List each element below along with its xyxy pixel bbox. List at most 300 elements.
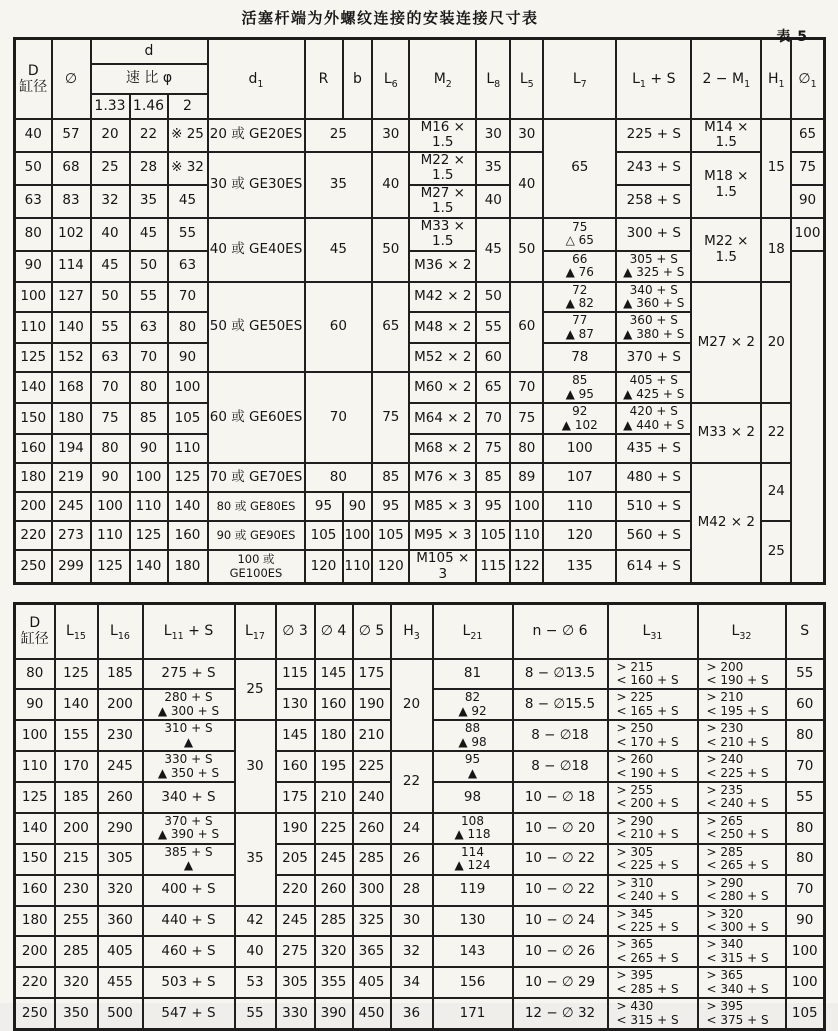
data-cell: 42 — [235, 906, 276, 937]
data-cell: 35 — [130, 185, 168, 218]
data-cell: 90 — [791, 185, 824, 218]
data-cell: 135 — [543, 550, 616, 584]
data-cell: 70 — [510, 372, 543, 403]
data-cell: 215 — [55, 844, 98, 875]
data-cell: 305 + S ▲ 325 + S — [616, 251, 691, 282]
data-cell: 240 — [353, 782, 391, 813]
data-cell: 285 — [55, 936, 98, 967]
data-cell: 220 — [15, 521, 52, 550]
data-cell: 18 — [761, 218, 791, 282]
data-cell: 195 — [315, 751, 353, 782]
data-cell: 30 — [235, 720, 276, 813]
data-cell: 40 — [91, 218, 130, 251]
data-cell: 405 — [98, 936, 143, 967]
data-cell: 90 — [168, 343, 208, 372]
data-cell: M33 × 1.5 — [409, 218, 476, 251]
header-cell: $L_{15}$ — [55, 604, 98, 659]
data-cell: 275 + S — [143, 659, 235, 690]
data-cell: 190 — [353, 689, 391, 720]
data-cell: 15 — [761, 119, 791, 218]
data-cell: 310 + S ▲ — [143, 720, 235, 751]
data-cell: 260 — [315, 875, 353, 906]
header-cell: D 缸径 — [15, 39, 52, 119]
data-cell: 180 — [315, 720, 353, 751]
data-cell: M48 × 2 — [409, 312, 476, 343]
data-cell: 220 — [276, 875, 315, 906]
data-cell: 450 — [353, 998, 391, 1029]
data-cell: 125 — [91, 550, 130, 584]
data-cell: 125 — [15, 343, 52, 372]
data-cell: 405 + S ▲ 425 + S — [616, 372, 691, 403]
data-cell: 10 − ∅ 22 — [513, 875, 608, 906]
data-cell: 60 — [305, 282, 373, 373]
data-cell: 32 — [91, 185, 130, 218]
data-cell: 22 — [391, 751, 433, 813]
data-cell: > 240 < 225 + S — [698, 751, 786, 782]
data-cell: 55 — [786, 782, 825, 813]
data-cell: 50 或 GE50ES — [208, 282, 305, 373]
data-cell: 280 + S ▲ 300 + S — [143, 689, 235, 720]
data-cell: 85 — [372, 463, 409, 492]
data-cell: 75 — [91, 403, 130, 434]
table-row — [15, 119, 825, 152]
data-cell: 170 — [55, 751, 98, 782]
data-cell: 510 + S — [616, 492, 691, 521]
header-cell: $L_1 + S$ — [616, 39, 691, 119]
data-cell: 25 — [235, 659, 276, 721]
data-cell: 80 — [786, 720, 825, 751]
header-cell: ∅ 5 — [353, 604, 391, 659]
data-cell: 180 — [168, 550, 208, 584]
data-cell: 22 — [761, 403, 791, 463]
data-cell: 460 + S — [143, 936, 235, 967]
data-cell: 80 — [15, 659, 55, 690]
data-cell: 45 — [476, 218, 510, 282]
data-cell: 243 + S — [616, 152, 691, 185]
data-cell: > 365 < 265 + S — [608, 936, 698, 967]
data-cell: 285 — [315, 906, 353, 937]
data-cell: 340 + S — [143, 782, 235, 813]
data-cell: 90 — [343, 492, 373, 521]
data-cell: 100 — [130, 463, 168, 492]
data-cell: ※ 32 — [168, 152, 208, 185]
data-cell: 90 — [15, 251, 52, 282]
data-cell: 115 — [476, 550, 510, 584]
data-cell: 127 — [52, 282, 91, 313]
data-cell: 260 — [98, 782, 143, 813]
data-cell: 89 — [510, 463, 543, 492]
data-cell: 370 + S ▲ 390 + S — [143, 813, 235, 844]
data-cell: > 340 < 315 + S — [698, 936, 786, 967]
header-cell: $L_7$ — [543, 39, 616, 119]
data-cell: 100 或 GE100ES — [208, 550, 305, 584]
data-cell: 85 — [476, 463, 510, 492]
data-cell: 320 — [55, 967, 98, 998]
data-cell: 75 — [476, 434, 510, 463]
data-cell: 100 — [543, 434, 616, 463]
data-cell: > 290 < 280 + S — [698, 875, 786, 906]
data-cell: > 215 < 160 + S — [608, 659, 698, 690]
data-cell: 385 + S ▲ — [143, 844, 235, 875]
data-cell: 560 + S — [616, 521, 691, 550]
data-cell: 614 + S — [616, 550, 691, 584]
data-cell: 80 — [305, 463, 373, 492]
data-cell: 95 — [476, 492, 510, 521]
data-cell: 36 — [391, 998, 433, 1029]
data-cell: > 285 < 265 + S — [698, 844, 786, 875]
data-cell: 45 — [91, 251, 130, 282]
data-cell: M105 × 3 — [409, 550, 476, 584]
data-cell: 125 — [15, 782, 55, 813]
data-cell: 25 — [91, 152, 130, 185]
data-cell: 290 — [98, 813, 143, 844]
data-cell: 95 — [372, 492, 409, 521]
data-cell — [791, 251, 824, 584]
lower-dimension-table — [13, 602, 826, 1031]
table-row — [15, 813, 825, 844]
data-cell: 8 − ∅15.5 — [513, 689, 608, 720]
data-cell: 110 — [130, 492, 168, 521]
data-cell: 70 — [130, 343, 168, 372]
data-cell: 20 — [761, 282, 791, 404]
data-cell: 125 — [55, 659, 98, 690]
data-cell: M95 × 3 — [409, 521, 476, 550]
data-cell: 65 — [791, 119, 824, 152]
data-cell: > 235 < 240 + S — [698, 782, 786, 813]
data-cell: M22 × 1.5 — [691, 218, 761, 282]
data-cell: 50 — [130, 251, 168, 282]
data-cell: 45 — [130, 218, 168, 251]
data-cell: 25 — [305, 119, 373, 152]
data-cell: 40 — [372, 152, 409, 218]
data-cell: 390 — [315, 998, 353, 1029]
data-cell: 57 — [52, 119, 91, 152]
data-cell: 80 — [786, 813, 825, 844]
data-cell: 150 — [15, 844, 55, 875]
data-cell: 420 + S ▲ 440 + S — [616, 403, 691, 434]
data-cell: 80 — [15, 218, 52, 251]
data-cell: 194 — [52, 434, 91, 463]
data-cell: 225 — [353, 751, 391, 782]
data-cell: 82 ▲ 92 — [433, 689, 513, 720]
header-cell: $L_{16}$ — [98, 604, 143, 659]
data-cell: > 395 < 285 + S — [608, 967, 698, 998]
data-cell: 95 — [305, 492, 343, 521]
data-cell: M76 × 3 — [409, 463, 476, 492]
data-cell: 300 — [353, 875, 391, 906]
data-cell: 440 + S — [143, 906, 235, 937]
header-cell: $L_8$ — [476, 39, 510, 119]
data-cell: 190 — [276, 813, 315, 844]
data-cell: M36 × 2 — [409, 251, 476, 282]
table-row — [15, 152, 825, 185]
data-cell: 320 — [315, 936, 353, 967]
data-cell: > 260 < 190 + S — [608, 751, 698, 782]
data-cell: 435 + S — [616, 434, 691, 463]
data-cell: 60 — [786, 689, 825, 720]
data-cell: 35 — [305, 152, 373, 218]
data-cell: 110 — [168, 434, 208, 463]
data-cell: 145 — [315, 659, 353, 690]
data-cell: 320 — [98, 875, 143, 906]
data-cell: 45 — [168, 185, 208, 218]
data-cell: 40 — [15, 119, 52, 152]
data-cell: 10 − ∅ 20 — [513, 813, 608, 844]
data-cell: 83 — [52, 185, 91, 218]
data-cell: 85 ▲ 95 — [543, 372, 616, 403]
table-number-label: 表 5 — [776, 29, 808, 45]
data-cell: 125 — [168, 463, 208, 492]
table-row — [15, 936, 825, 967]
header-cell: R — [305, 39, 343, 119]
data-cell: 72 ▲ 82 — [543, 282, 616, 313]
data-cell: 90 — [130, 434, 168, 463]
header-cell: ∅ — [52, 39, 91, 119]
data-cell: 65 — [476, 372, 510, 403]
data-cell: 210 — [353, 720, 391, 751]
data-cell: 100 — [786, 936, 825, 967]
data-cell: 60 — [476, 343, 510, 372]
data-cell: 275 — [276, 936, 315, 967]
data-cell: 120 — [305, 550, 343, 584]
data-cell: 70 — [476, 403, 510, 434]
data-cell: 40 — [235, 936, 276, 967]
data-cell: 160 — [168, 521, 208, 550]
data-cell: 105 — [168, 403, 208, 434]
data-cell: 160 — [15, 434, 52, 463]
data-cell: 50 — [476, 282, 510, 313]
data-cell: 110 — [543, 492, 616, 521]
data-cell: 180 — [15, 463, 52, 492]
data-cell: 120 — [372, 550, 409, 584]
data-cell: 55 — [476, 312, 510, 343]
data-cell: 455 — [98, 967, 143, 998]
data-cell: 40 — [510, 152, 543, 218]
table-row — [15, 906, 825, 937]
data-cell: M33 × 2 — [691, 403, 761, 463]
data-cell: 105 — [305, 521, 343, 550]
data-cell: 225 + S — [616, 119, 691, 152]
data-cell: 140 — [130, 550, 168, 584]
data-cell: 143 — [433, 936, 513, 967]
table-row — [15, 282, 825, 313]
data-cell: 503 + S — [143, 967, 235, 998]
data-cell: > 250 < 170 + S — [608, 720, 698, 751]
data-cell: 547 + S — [143, 998, 235, 1029]
data-cell: 40 — [476, 185, 510, 218]
data-cell: 28 — [130, 152, 168, 185]
data-cell: > 305 < 225 + S — [608, 844, 698, 875]
header-cell: $L_{17}$ — [235, 604, 276, 659]
data-cell: 10 − ∅ 29 — [513, 967, 608, 998]
data-cell: 68 — [52, 152, 91, 185]
data-cell: 115 — [276, 659, 315, 690]
data-cell: 480 + S — [616, 463, 691, 492]
data-cell: 220 — [15, 967, 55, 998]
data-cell: 100 — [343, 521, 373, 550]
data-cell: 30 — [476, 119, 510, 152]
data-cell: 370 + S — [616, 343, 691, 372]
header-cell: $\emptyset_1$ — [791, 39, 824, 119]
data-cell: 30 — [372, 119, 409, 152]
upper-dimension-table — [13, 37, 826, 585]
data-cell: 22 — [130, 119, 168, 152]
data-cell: > 230 < 210 + S — [698, 720, 786, 751]
data-cell: 200 — [15, 936, 55, 967]
data-cell: 24 — [391, 813, 433, 844]
data-cell: 100 — [168, 372, 208, 403]
data-cell: M60 × 2 — [409, 372, 476, 403]
data-cell: 110 — [15, 312, 52, 343]
data-cell: 95 ▲ — [433, 751, 513, 782]
data-cell: 80 — [510, 434, 543, 463]
table-row — [15, 218, 825, 251]
data-cell: 245 — [98, 751, 143, 782]
data-cell: 12 − ∅ 32 — [513, 998, 608, 1029]
data-cell: 26 — [391, 844, 433, 875]
data-cell: 160 — [315, 689, 353, 720]
data-cell: 350 — [55, 998, 98, 1029]
data-cell: 88 ▲ 98 — [433, 720, 513, 751]
data-cell: 140 — [168, 492, 208, 521]
data-cell: 145 — [276, 720, 315, 751]
data-cell: 152 — [52, 343, 91, 372]
data-cell: 53 — [235, 967, 276, 998]
data-cell: 130 — [276, 689, 315, 720]
table-row — [15, 463, 825, 492]
table-row — [15, 875, 825, 906]
data-cell: > 345 < 225 + S — [608, 906, 698, 937]
data-cell: 28 — [391, 875, 433, 906]
data-cell: 360 + S ▲ 380 + S — [616, 312, 691, 343]
data-cell: 365 — [353, 936, 391, 967]
data-cell: 100 — [791, 218, 824, 251]
data-cell: 92 ▲ 102 — [543, 403, 616, 434]
data-cell: 70 — [786, 875, 825, 906]
data-cell: 60 — [510, 282, 543, 373]
data-cell: 10 − ∅ 26 — [513, 936, 608, 967]
header-cell: 1.33 — [91, 94, 130, 119]
data-cell: 30 或 GE30ES — [208, 152, 305, 218]
data-cell: 105 — [786, 998, 825, 1029]
header-cell: S — [786, 604, 825, 659]
data-cell: 10 − ∅ 24 — [513, 906, 608, 937]
data-cell: > 365 < 340 + S — [698, 967, 786, 998]
data-cell: 200 — [15, 492, 52, 521]
data-cell: 100 — [15, 282, 52, 313]
data-cell: M68 × 2 — [409, 434, 476, 463]
table-row — [15, 844, 825, 875]
data-cell: 63 — [91, 343, 130, 372]
data-cell: 200 — [55, 813, 98, 844]
data-cell: 100 — [15, 720, 55, 751]
page-title: 活塞杆端为外螺纹连接的安装连接尺寸表 — [241, 9, 539, 27]
data-cell: 150 — [15, 403, 52, 434]
data-cell: 330 + S ▲ 350 + S — [143, 751, 235, 782]
data-cell: 20 — [391, 659, 433, 752]
data-cell: 30 — [510, 119, 543, 152]
data-cell: 156 — [433, 967, 513, 998]
data-cell: 81 — [433, 659, 513, 690]
data-cell: 70 — [168, 282, 208, 313]
data-cell: 75 △ 65 — [543, 218, 616, 251]
data-cell: 122 — [510, 550, 543, 584]
data-cell: 305 — [276, 967, 315, 998]
data-cell: 10 − ∅ 18 — [513, 782, 608, 813]
header-cell: $L_6$ — [372, 39, 409, 119]
data-cell: 219 — [52, 463, 91, 492]
data-cell: 155 — [55, 720, 98, 751]
data-cell: 140 — [55, 689, 98, 720]
data-cell: > 265 < 250 + S — [698, 813, 786, 844]
data-cell: 299 — [52, 550, 91, 584]
header-cell: $H_1$ — [761, 39, 791, 119]
data-cell: M22 × 1.5 — [409, 152, 476, 185]
data-cell: 185 — [55, 782, 98, 813]
header-cell: 2 — [168, 94, 208, 119]
data-cell: 8 − ∅18 — [513, 720, 608, 751]
data-cell: 325 — [353, 906, 391, 937]
header-cell: $M_2$ — [409, 39, 476, 119]
data-cell: 245 — [315, 844, 353, 875]
data-cell: 45 — [305, 218, 373, 282]
data-cell: 245 — [52, 492, 91, 521]
data-cell: 8 − ∅18 — [513, 751, 608, 782]
header-cell: $L_5$ — [510, 39, 543, 119]
data-cell: > 310 < 240 + S — [608, 875, 698, 906]
data-cell: 35 — [235, 813, 276, 906]
data-cell: 175 — [353, 659, 391, 690]
data-cell: 250 — [15, 998, 55, 1029]
data-cell: 24 — [761, 463, 791, 521]
data-cell: 171 — [433, 998, 513, 1029]
data-cell: 78 — [543, 343, 616, 372]
data-cell: 200 — [98, 689, 143, 720]
header-cell: ∅ 3 — [276, 604, 315, 659]
data-cell: > 255 < 200 + S — [608, 782, 698, 813]
data-cell: 66 ▲ 76 — [543, 251, 616, 282]
data-cell: 110 — [343, 550, 373, 584]
data-cell: > 320 < 300 + S — [698, 906, 786, 937]
data-cell: 50 — [510, 218, 543, 282]
data-cell: > 225 < 165 + S — [608, 689, 698, 720]
data-cell: 230 — [98, 720, 143, 751]
data-cell: 105 — [476, 521, 510, 550]
data-cell: 250 — [15, 550, 52, 584]
data-cell: 300 + S — [616, 218, 691, 251]
data-cell: 180 — [52, 403, 91, 434]
data-cell: 50 — [15, 152, 52, 185]
data-cell: M18 × 1.5 — [691, 152, 761, 218]
data-cell: 273 — [52, 521, 91, 550]
header-cell: $2 - M_1$ — [691, 39, 761, 119]
data-cell: > 395 < 375 + S — [698, 998, 786, 1029]
data-cell: 305 — [98, 844, 143, 875]
data-cell: 110 — [510, 521, 543, 550]
data-cell: 105 — [372, 521, 409, 550]
data-cell: 205 — [276, 844, 315, 875]
data-cell: 60 或 GE60ES — [208, 372, 305, 463]
table-row — [15, 659, 825, 690]
data-cell: 8 − ∅13.5 — [513, 659, 608, 690]
header-cell: D 缸径 — [15, 604, 55, 659]
data-cell: M27 × 2 — [691, 282, 761, 404]
data-cell: 70 — [786, 751, 825, 782]
data-cell: 110 — [15, 751, 55, 782]
data-cell: 63 — [130, 312, 168, 343]
data-cell: 80 — [168, 312, 208, 343]
header-cell: 速 比 φ — [91, 64, 208, 94]
